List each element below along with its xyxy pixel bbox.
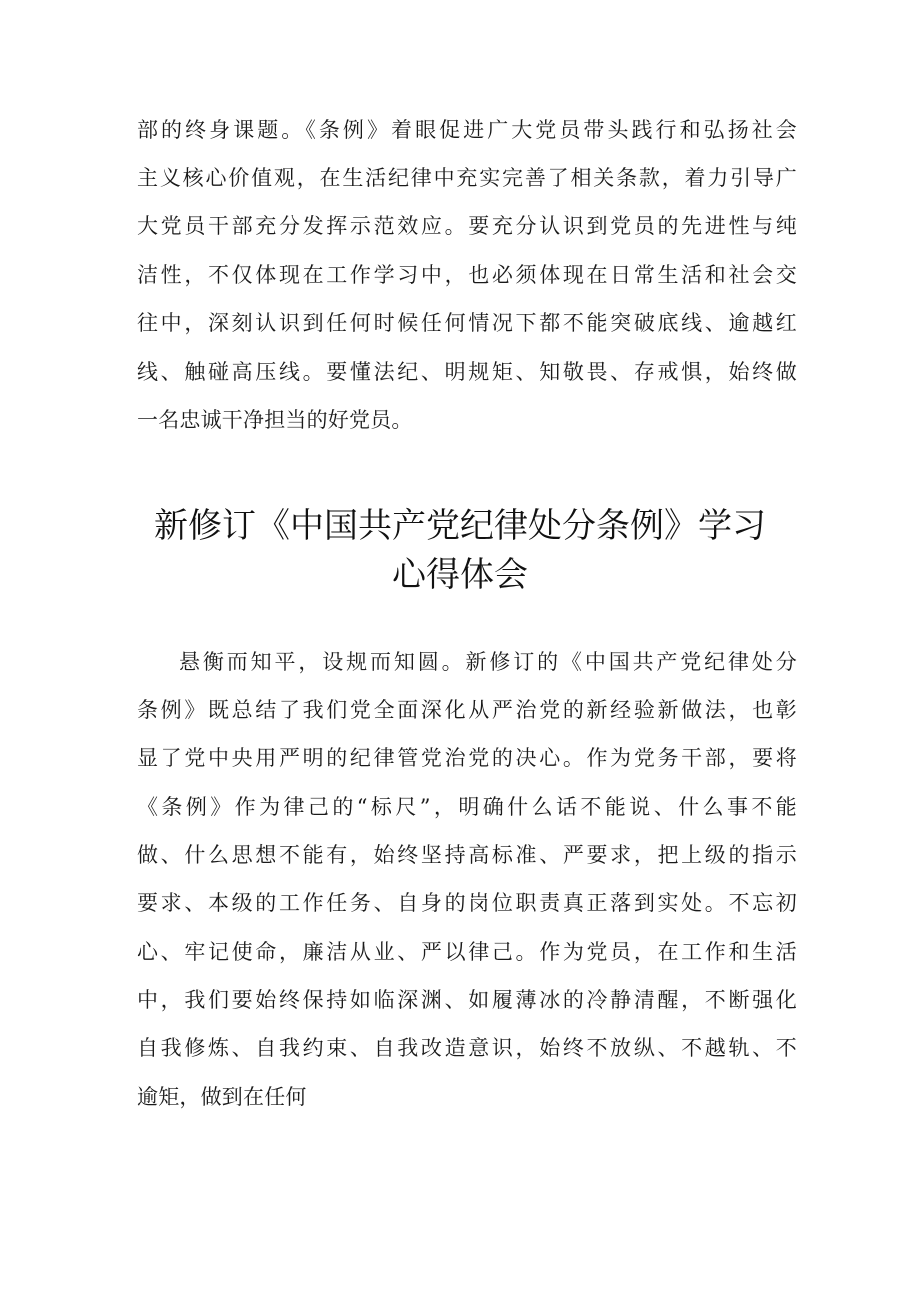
text-line: 洁性，不仅体现在工作学习中，也必须体现在日常生活和社会交: [137, 263, 797, 287]
text-line: 条例》既总结了我们党全面深化从严治党的新经验新做法，也彰: [137, 698, 797, 722]
title-line-1: 新修订《中国共产党纪律处分条例》学习: [154, 506, 766, 546]
title-line-2: 心得体会: [392, 555, 528, 595]
text-line: 大党员干部充分发挥示范效应。要充分认识到党员的先进性与纯: [137, 214, 797, 238]
text-line: 往中，深刻认识到任何时候任何情况下都不能突破底线、逾越红: [137, 311, 797, 335]
text-line: 部的终身课题。《条例》着眼促进广大党员带头践行和弘扬社会: [137, 118, 797, 142]
text-line: 心、牢记使命，廉洁从业、严以律己。作为党员，在工作和生活: [137, 940, 797, 964]
text-line: 悬衡而知平，设规而知圆。新修订的《中国共产党纪律处分: [179, 650, 797, 674]
text-line: 《条例》作为律己的“标尺”，明确什么话不能说、什么事不能: [137, 795, 797, 819]
text-line: 做、什么思想不能有，始终坚持高标准、严要求，把上级的指示: [137, 843, 797, 867]
text-line: 自我修炼、自我约束、自我改造意识，始终不放纵、不越轨、不: [137, 1036, 797, 1060]
text-line: 一名忠诚干净担当的好党员。: [137, 408, 413, 432]
text-line: 线、触碰高压线。要懂法纪、明规矩、知敬畏、存戒惧，始终做: [137, 360, 797, 384]
text-line: 中，我们要始终保持如临深渊、如履薄冰的冷静清醒，不断强化: [137, 988, 797, 1012]
text-line: 逾矩，做到在任何: [137, 1085, 307, 1109]
text-line: 要求、本级的工作任务、自身的岗位职责真正落到实处。不忘初: [137, 891, 797, 915]
text-line: 主义核心价值观，在生活纪律中充实完善了相关条款，着力引导广: [137, 166, 797, 190]
text-line: 显了党中央用严明的纪律管党治党的决心。作为党务干部，要将: [137, 746, 797, 770]
